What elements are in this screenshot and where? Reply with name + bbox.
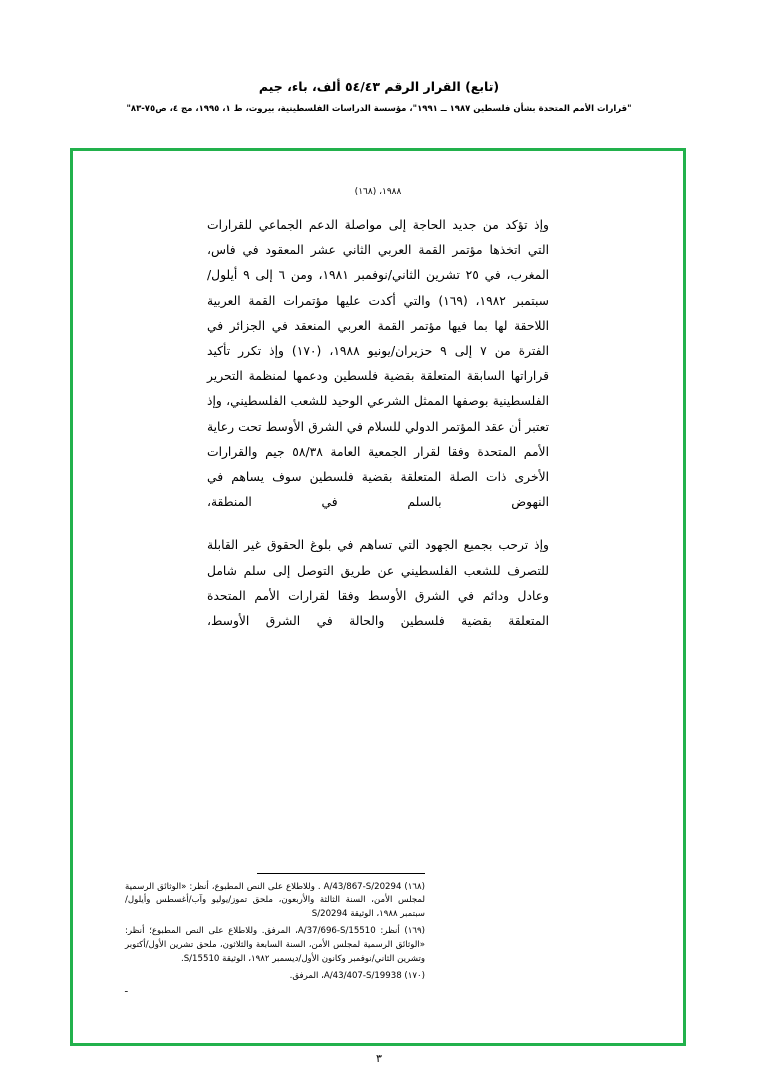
footnote-169: (١٦٩) أنظر: A/37/696-S/15510، المرفق. وللاطلاع على النص المطبوع؛ أنظر: «الوثائق الرسمية لمجلس الأمن، السنة السابعة والثلاثون، ملحق تشرين الأول/أكتوبر وتشرين الثاني/نوفمبر وكانون الأول/ديسمبر ١٩٨٢، الوثيقة S/15510. <box>125 926 425 965</box>
header-source-citation: "قرارات الأمم المتحدة بشأن فلسطين ١٩٨٧ ــ ١٩٩١"، مؤسسة الدراسات الفلسطينية، بيروت، ط ١، ١٩٩٥، مج ٤، ص٧٥-٨٣" <box>126 103 632 114</box>
footnote-168: (١٦٨) A/43/867-S/20294 . وللاطلاع على النص المطبوع، أنظر: «الوثائق الرسمية لمجلس الأمن، السنة الثالثة والأربعون، ملحق تموز/يوليو وآب/أغسطس وأيلول/سبتمبر ١٩٨٨، الوثيقة S/20294 <box>125 881 426 920</box>
body-column <box>207 213 549 634</box>
footnote-separator-rule <box>257 873 425 874</box>
footnote-dash-mark: ـ <box>125 985 128 995</box>
footnotes-section <box>125 873 425 987</box>
header-title: (تابع) القرار الرقم ٥٤/٤٣ ألف، باء، جيم <box>258 79 500 94</box>
paragraph-1: وإذ تؤكد من جديد الحاجة إلى مواصلة الدعم الجماعي للقرارات التي اتخذها مؤتمر القمة العربي الثاني عشر المعقود في فاس، المغرب، في ٢٥ تشرين الثاني/نوفمبر ١٩٨١، ومن ٦ إلى ٩ أيلول/سبتمبر ١٩٨٢، (١٦٩) والتي أكدت عليها مؤتمرات القمة العربية اللاحقة لها بما فيها مؤتمر القمة العربي المنعقد في الجزائر في الفترة من ٧ إلى ٩ حزيران/يونيو ١٩٨٨، (١٧٠) وإذ تكرر تأكيد قراراتها السابقة المتعلقة بقضية فلسطين ودعمها لمنظمة التحرير الفلسطينية بوصفها الممثل الشرعي الوحيد للشعب الفلسطيني، وإذ تعتبر أن عقد المؤتمر الدولي للسلام في الشرق الأوسط تحت رعاية الأمم المتحدة وفقا لقرار الجمعية العامة ٥٨/٣٨ جيم والقرارات الأخرى ذات الصلة المتعلقة بقضية فلسطين سوف يساهم في النهوض بالسلم في المنطقة، <box>207 218 550 510</box>
document-content <box>73 151 683 1043</box>
footnote-170: (١٧٠) A/43/407-S/19938، المرفق. <box>289 971 425 982</box>
page-header <box>0 78 758 115</box>
page-number: ٣ <box>376 1052 382 1065</box>
paragraph-2: وإذ ترحب بجميع الجهود التي تساهم في بلوغ الحقوق غير القابلة للتصرف للشعب الفلسطيني عن طريق التوصل إلى سلم شامل وعادل ودائم في الشرق الأوسط وفقا لقرارات الأمم المتحدة المتعلقة بقضية فلسطين والحالة في الشرق الأوسط، <box>207 538 549 629</box>
green-border-frame <box>70 148 686 1046</box>
top-reference: ١٩٨٨، (١٦٨) <box>354 187 402 197</box>
